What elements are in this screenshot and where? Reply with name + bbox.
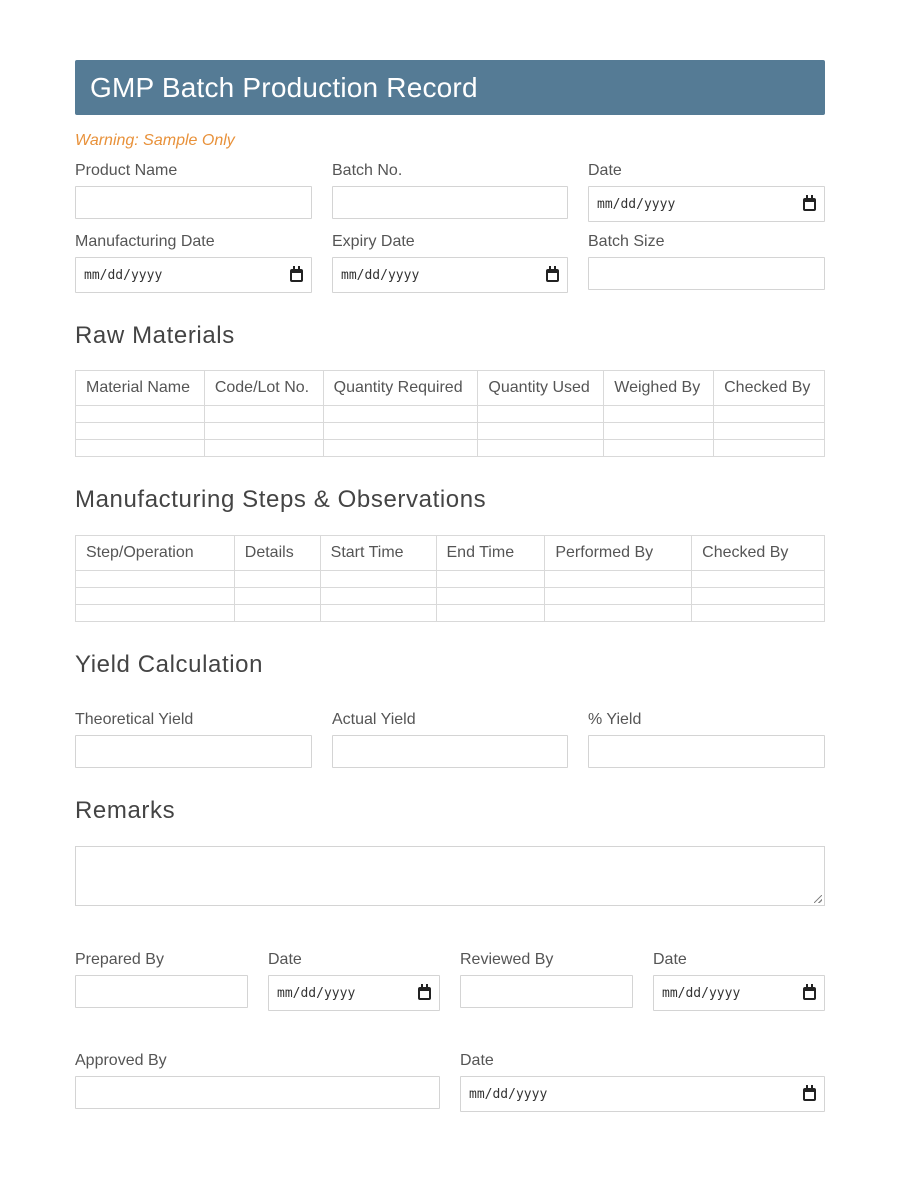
table-cell[interactable] [436, 588, 545, 605]
manufacturing-steps-table [75, 535, 825, 622]
table-cell[interactable] [234, 571, 320, 588]
prepared-by-input[interactable] [75, 975, 248, 1008]
reviewed-by-label: Reviewed By [460, 951, 554, 968]
table-cell[interactable] [478, 423, 604, 440]
column-header: Quantity Required [323, 371, 478, 406]
prepared-date-value: mm/dd/yyyy [277, 985, 356, 1001]
column-header: Start Time [320, 536, 436, 571]
reviewed-date-label: Date [653, 951, 687, 968]
table-cell[interactable] [692, 605, 825, 622]
table-cell[interactable] [204, 440, 323, 457]
column-header: Checked By [714, 371, 825, 406]
calendar-icon[interactable] [546, 269, 559, 282]
column-header: Material Name [76, 371, 205, 406]
calendar-icon[interactable] [803, 198, 816, 211]
table-header-row [76, 536, 825, 571]
table-cell[interactable] [320, 588, 436, 605]
manufacturing-steps-heading: Manufacturing Steps & Observations [75, 486, 487, 513]
table-cell[interactable] [436, 571, 545, 588]
prepared-date-label: Date [268, 951, 302, 968]
table-cell[interactable] [692, 571, 825, 588]
manufacturing-date-value: mm/dd/yyyy [84, 267, 163, 283]
table-cell[interactable] [545, 571, 692, 588]
calendar-icon[interactable] [803, 987, 816, 1000]
batch-size-input[interactable] [588, 257, 825, 290]
table-cell[interactable] [320, 605, 436, 622]
actual-yield-input[interactable] [332, 735, 568, 768]
reviewed-date-value: mm/dd/yyyy [662, 985, 741, 1001]
theoretical-yield-label: Theoretical Yield [75, 711, 194, 728]
product-name-input[interactable] [75, 186, 312, 219]
table-cell[interactable] [545, 605, 692, 622]
expiry-date-value: mm/dd/yyyy [341, 267, 420, 283]
remarks-heading: Remarks [75, 797, 176, 824]
table-cell[interactable] [76, 406, 205, 423]
actual-yield-label: Actual Yield [332, 711, 416, 728]
column-header: Quantity Used [478, 371, 604, 406]
approved-by-input[interactable] [75, 1076, 440, 1109]
column-header: Weighed By [604, 371, 714, 406]
table-cell[interactable] [76, 605, 235, 622]
table-row [76, 440, 825, 457]
raw-materials-heading: Raw Materials [75, 322, 235, 349]
table-cell[interactable] [234, 605, 320, 622]
resize-handle-icon[interactable] [814, 895, 822, 903]
calendar-icon[interactable] [803, 1088, 816, 1101]
page-title: GMP Batch Production Record [90, 71, 478, 103]
date-input[interactable] [588, 186, 825, 222]
batch-record-form [75, 60, 825, 1102]
batch-no-input[interactable] [332, 186, 568, 219]
table-row [76, 588, 825, 605]
date-input-value: mm/dd/yyyy [597, 196, 676, 212]
table-cell[interactable] [76, 588, 235, 605]
theoretical-yield-input[interactable] [75, 735, 312, 768]
table-cell[interactable] [604, 440, 714, 457]
column-header: End Time [436, 536, 545, 571]
table-cell[interactable] [320, 571, 436, 588]
title-bar [75, 60, 825, 115]
table-cell[interactable] [323, 440, 478, 457]
approved-date-input[interactable] [460, 1076, 825, 1112]
expiry-date-input[interactable] [332, 257, 568, 293]
batch-size-label: Batch Size [588, 233, 665, 250]
expiry-date-label: Expiry Date [332, 233, 415, 250]
date-label: Date [588, 162, 622, 179]
table-cell[interactable] [604, 406, 714, 423]
table-cell[interactable] [436, 605, 545, 622]
prepared-by-label: Prepared By [75, 951, 164, 968]
table-row [76, 571, 825, 588]
product-name-label: Product Name [75, 162, 178, 179]
percent-yield-input[interactable] [588, 735, 825, 768]
column-header: Details [234, 536, 320, 571]
table-cell[interactable] [204, 423, 323, 440]
column-header: Step/Operation [76, 536, 235, 571]
manufacturing-date-input[interactable] [75, 257, 312, 293]
table-cell[interactable] [204, 406, 323, 423]
table-cell[interactable] [76, 423, 205, 440]
table-row [76, 423, 825, 440]
table-cell[interactable] [323, 406, 478, 423]
table-cell[interactable] [76, 571, 235, 588]
prepared-date-input[interactable] [268, 975, 440, 1011]
column-header: Code/Lot No. [204, 371, 323, 406]
table-cell[interactable] [692, 588, 825, 605]
table-header-row [76, 371, 825, 406]
column-header: Performed By [545, 536, 692, 571]
table-cell[interactable] [604, 423, 714, 440]
approved-by-label: Approved By [75, 1052, 167, 1069]
reviewed-date-input[interactable] [653, 975, 825, 1011]
table-row [76, 605, 825, 622]
table-cell[interactable] [478, 406, 604, 423]
table-cell[interactable] [323, 423, 478, 440]
reviewed-by-input[interactable] [460, 975, 633, 1008]
batch-no-label: Batch No. [332, 162, 403, 179]
raw-materials-table [75, 370, 825, 457]
calendar-icon[interactable] [418, 987, 431, 1000]
approved-date-value: mm/dd/yyyy [469, 1086, 548, 1102]
table-row [76, 406, 825, 423]
column-header: Checked By [692, 536, 825, 571]
remarks-textarea[interactable] [75, 846, 825, 906]
yield-heading: Yield Calculation [75, 651, 264, 678]
table-cell[interactable] [478, 440, 604, 457]
percent-yield-label: % Yield [588, 711, 642, 728]
manufacturing-date-label: Manufacturing Date [75, 233, 215, 250]
table-cell[interactable] [76, 440, 205, 457]
warning-text: Warning: Sample Only [75, 132, 235, 149]
table-cell[interactable] [545, 588, 692, 605]
table-cell[interactable] [234, 588, 320, 605]
table-cell[interactable] [714, 423, 825, 440]
approved-date-label: Date [460, 1052, 494, 1069]
table-cell[interactable] [714, 440, 825, 457]
table-cell[interactable] [714, 406, 825, 423]
calendar-icon[interactable] [290, 269, 303, 282]
